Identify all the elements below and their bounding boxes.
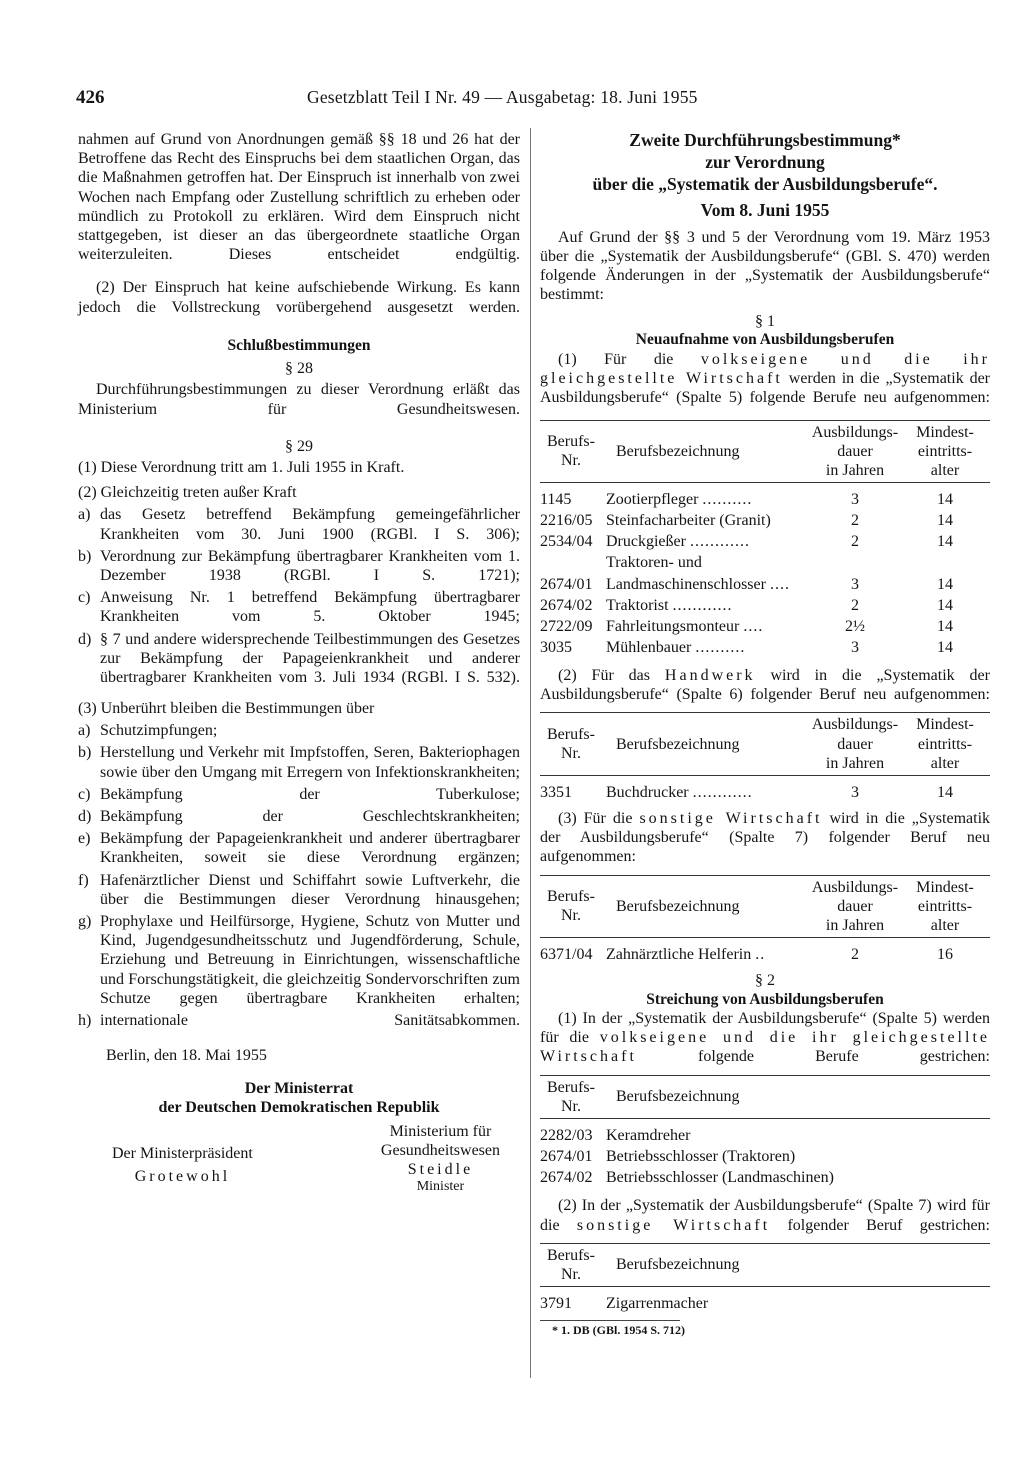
cell-name [602, 483, 810, 511]
section-2-para-1: (1) In der „Systematik der Ausbildungsberufe“ (Spalte 5) werden für die volkseigene und die ihr gleichgestellte Wirtschaft folgende Berufe gestrichen: [540, 1010, 990, 1066]
cell-min-age: 14 [937, 533, 953, 551]
cell-name [602, 938, 810, 966]
list-item [78, 588, 520, 626]
column-header-alter: Mindest- eintritts- alter [916, 878, 974, 935]
profession-name: Zigarrenmacher [606, 1295, 709, 1313]
signature-right [381, 1122, 500, 1196]
list-item [78, 871, 520, 909]
table-body [540, 483, 990, 658]
column-header-alter: Mindest- eintritts- alter [916, 423, 974, 479]
list-item-text: Hafenärztlicher Dienst und Schiffahrt sowie Luftverkehr, die über die Bestimmungen dieser Verordnung hinausgehen; [100, 871, 520, 908]
title-line-2: zur Verordnung [705, 151, 825, 172]
intro-paragraph-right: Auf Grund der §§ 3 und 5 der Verordnung vom 19. März 1953 über die „Systematik der Ausbildungsberufe“ (GBl. S. 470) werden folgende Änderungen in der „Systematik der Ausbildungsberufe“ bestimmt: [540, 228, 990, 304]
section-2-heading: § 2 [755, 972, 775, 990]
column-header-nr: Berufs- Nr. [547, 888, 595, 925]
cell-nr: 2674/02 [540, 596, 593, 614]
list-item-label: f) [78, 871, 89, 889]
section-29-heading: § 29 [285, 437, 313, 455]
profession-name: Traktorist [606, 596, 669, 614]
cell-duration: 3 [851, 575, 859, 593]
list-item-text: Bekämpfung der Tuberkulose; [100, 785, 520, 803]
list-item-text: Bekämpfung der Geschlechtskrankheiten; [100, 808, 520, 826]
cell-nr: 1145 [540, 491, 572, 509]
footnote: * 1. DB (GBl. 1954 S. 712) [552, 1323, 686, 1338]
table-row [540, 510, 990, 531]
column-header-nr: Berufs- Nr. [547, 1078, 595, 1115]
cell-duration: 3 [851, 491, 859, 509]
table-row [540, 1146, 990, 1167]
column-header-dauer: Ausbildungs- dauer in Jahren [811, 423, 899, 479]
list-item-label: d) [78, 630, 92, 648]
table-row [540, 616, 990, 637]
signature-left-name: Grotewohl [134, 1167, 231, 1185]
intro-paragraph: nahmen auf Grund von Anordnungen gemäß §§ 18 und 26 hat der Betroffene das Recht des Einspruchs bei dem staatlichen Organ, das die Maßnahmen getroffen hat. Der Einspruch ist innerhalb von zwei Wochen nach Empfang oder Zustellung schriftlich zu erheben oder mündlich zu Protokoll zu erklären. Wird dem Einspruch nicht stattgegeben, ist dieser an das übergeordnete staatliche Organ weiterzuleiten. Dieses entscheidet endgültig. [78, 131, 520, 264]
profession-name: Druckgießer [606, 533, 686, 551]
table-row [540, 1167, 990, 1188]
leader-dots: .... [769, 575, 790, 593]
cell-nr: 3791 [540, 1295, 572, 1313]
section-2-para-2: (2) In der „Systematik der Ausbildungsberufe“ (Spalte 7) wird für die sonstige Wirtschaft folgender Beruf gestrichen: [540, 1197, 990, 1234]
list-item [78, 807, 520, 826]
profession-name: Zootierpfleger [606, 491, 699, 509]
list-item-label: b) [78, 547, 92, 565]
list-item [78, 547, 520, 585]
list-item-text: Herstellung und Verkehr mit Impfstoffen, Seren, Bakteriophagen sowie über den Umgang mit Erregern von Infektionskrankheiten; [100, 744, 520, 781]
signature-left-title: Der Ministerpräsident [112, 1144, 253, 1162]
signature-right-role: Minister [416, 1179, 465, 1195]
column-header-bez: Berufsbezeichnung [616, 1256, 740, 1274]
unaffected-list [78, 721, 520, 1030]
table-row [540, 531, 990, 552]
table-body [540, 1119, 990, 1189]
profession-name: Buchdrucker [606, 783, 689, 801]
list-item-label: a) [78, 722, 91, 740]
leader-dots: .... [743, 617, 764, 635]
column-header-nr: Berufs- Nr. [547, 1246, 595, 1283]
profession-name: Fahrleitungsmonteur [606, 617, 740, 635]
profession-name: Mühlenbauer [606, 638, 692, 656]
cell-nr: 2674/01 [540, 575, 593, 593]
column-header-nr: Berufs- Nr. [547, 726, 595, 763]
leader-dots: .......... [702, 491, 753, 509]
profession-name: Betriebsschlosser (Traktoren) [606, 1148, 796, 1166]
cell-nr: 2674/01 [540, 1148, 593, 1166]
cell-name [602, 1146, 990, 1167]
list-item [78, 721, 520, 740]
section-29-para-2: (2) Gleichzeitig treten außer Kraft [78, 484, 297, 502]
title-line-1: Zweite Durchführungsbestimmung* [629, 130, 901, 150]
list-item [78, 912, 520, 1008]
right-column [540, 130, 990, 1338]
table-row [540, 552, 990, 594]
list-item-text: Schutzimpfungen; [100, 722, 218, 740]
leader-dots: .. [755, 946, 766, 964]
list-item-text: Bekämpfung der Papageienkrankheit und anderer übertragbarer Krankheiten, soweit sie diese Verordnung ergänzen; [100, 830, 520, 867]
cell-duration: 2 [851, 512, 859, 530]
list-item [78, 630, 520, 688]
title-date: Vom 8. Juni 1955 [700, 199, 830, 220]
table-header [540, 875, 990, 938]
list-item-label: e) [78, 830, 91, 848]
list-item-text: Verordnung zur Bekämpfung übertragbarer Krankheiten vom 1. Dezember 1938 (RGBl. I S. 1721); [100, 547, 520, 584]
list-item-label: d) [78, 808, 92, 826]
list-item-label: c) [78, 785, 91, 803]
section-1-para-2: (2) Für das Handwerk wird in die „Systematik der Ausbildungsberufe“ (Spalte 6) folgender Beruf neu aufgenommen: [540, 667, 990, 704]
leader-dots: ............ [672, 596, 733, 614]
header-row [540, 713, 990, 776]
section-2-subheading: Streichung von Ausbildungsberufen [646, 990, 884, 1008]
cell-name [602, 531, 810, 552]
cell-duration: 3 [851, 638, 859, 656]
table-row [540, 1287, 990, 1315]
cell-name [602, 1287, 990, 1315]
list-item [78, 743, 520, 781]
list-item-text: Anweisung Nr. 1 betreffend Bekämpfung übertragbarer Krankheiten vom 5. Oktober 1945; [100, 589, 520, 626]
column-header-bez: Berufsbezeichnung [616, 1088, 740, 1106]
table-header [540, 1075, 990, 1118]
table-row [540, 938, 990, 966]
leader-dots: ............ [692, 783, 753, 801]
cell-nr: 2216/05 [540, 512, 593, 530]
cell-nr: 6371/04 [540, 946, 593, 964]
section-1-para-1: (1) Für die volkseigene und die ihr gleichgestellte Wirtschaft werden in die „Systematik der Ausbildungsberufe“ (Spalte 5) folgende Berufe neu aufgenommen: [540, 351, 991, 407]
header-row [540, 875, 990, 938]
cell-min-age: 14 [937, 783, 953, 801]
column-header-nr: Berufs- Nr. [547, 433, 595, 470]
cell-min-age: 14 [937, 575, 953, 593]
page-number: 426 [76, 87, 105, 108]
column-header-bez: Berufsbezeichnung [616, 442, 740, 460]
cell-name [602, 637, 810, 658]
section-28-text: Durchführungsbestimmungen zu dieser Verordnung erläßt das Ministerium für Gesundheitswesen. [78, 381, 520, 418]
signature-right-title-2: Gesundheitswesen [380, 1141, 500, 1159]
table-row [540, 483, 990, 511]
table-row [540, 637, 990, 658]
cell-name [602, 775, 810, 803]
section-1-heading: § 1 [755, 313, 775, 331]
signature-block [78, 1122, 520, 1196]
cell-name [602, 1167, 990, 1188]
cell-nr: 2282/03 [540, 1127, 593, 1145]
table-body [540, 775, 990, 803]
paragraph-2: (2) Der Einspruch hat keine aufschiebende Wirkung. Es kann jedoch die Vollstreckung vorübergehend ausgesetzt werden. [78, 279, 520, 316]
list-item [78, 505, 520, 543]
left-column [78, 130, 520, 1196]
cell-duration: 2½ [845, 617, 865, 635]
signature-right-name: Steidle [407, 1161, 474, 1179]
table-row [540, 595, 990, 616]
repealed-list [78, 505, 520, 687]
header-row [540, 1075, 990, 1118]
cell-name [602, 616, 810, 637]
cell-duration: 3 [851, 783, 859, 801]
list-item [78, 785, 520, 804]
section-29-para-3: (3) Unberührt bleiben die Bestimmungen über [78, 700, 375, 718]
cell-nr: 2722/09 [540, 617, 593, 635]
title-line-3: über die „Systematik der Ausbildungsberufe“. [592, 173, 938, 194]
table-body [540, 938, 990, 966]
cell-name [602, 510, 810, 531]
signature-left [112, 1122, 253, 1196]
column-header-bez: Berufsbezeichnung [616, 897, 740, 915]
list-item-text: internationale Sanitätsabkommen. [100, 1011, 520, 1029]
leader-dots: ............ [689, 533, 750, 551]
page-header [0, 87, 1024, 111]
table-removed-professions-state [540, 1075, 990, 1189]
list-item-label: b) [78, 744, 92, 762]
table-new-professions-other [540, 875, 990, 966]
column-header-dauer: Ausbildungs- dauer in Jahren [811, 716, 899, 772]
cell-duration: 2 [851, 533, 859, 551]
profession-name: Betriebsschlosser (Landmaschinen) [606, 1169, 834, 1187]
header-row [540, 1243, 990, 1286]
list-item-text: Prophylaxe und Heilfürsorge, Hygiene, Schutz von Mutter und Kind, Jugendgesundheitsschutz und Jugendförderung, Schule, Erziehung und Betreuung in Einrichtungen, wissenschaftliche und Forschungstätigkeit, die gleichzeitig Sondervorschriften zum Schutze gegen übertragbare Krankheiten erhalten; [100, 912, 520, 1007]
table-body [540, 1287, 990, 1315]
place-date: Berlin, den 18. Mai 1955 [106, 1047, 267, 1065]
council-line-1: Der Ministerrat [244, 1080, 354, 1098]
list-item-label: h) [78, 1011, 92, 1029]
column-divider [530, 128, 531, 1378]
section-28-heading: § 28 [285, 360, 313, 378]
cell-duration: 2 [851, 596, 859, 614]
cell-min-age: 14 [937, 617, 953, 635]
table-row [540, 775, 990, 803]
cell-min-age: 16 [937, 946, 953, 964]
cell-nr: 3351 [540, 783, 572, 801]
footnote-rule [540, 1320, 680, 1321]
list-item-label: c) [78, 589, 91, 607]
cell-name [602, 1119, 990, 1147]
header-title: Gesetzblatt Teil I Nr. 49 — Ausgabetag: 18. Juni 1955 [307, 87, 698, 107]
table-removed-professions-other [540, 1243, 990, 1314]
column-header-alter: Mindest- eintritts- alter [916, 716, 974, 772]
list-item [78, 829, 520, 867]
cell-min-age: 14 [937, 491, 953, 509]
cell-min-age: 14 [937, 638, 953, 656]
leader-dots: .......... [695, 638, 746, 656]
list-item-text: das Gesetz betreffend Bekämpfung gemeingefährlicher Krankheiten vom 30. Juni 1900 (RGBl. I S. 306); [100, 506, 520, 543]
table-row [540, 1119, 990, 1147]
council-line-2: der Deutschen Demokratischen Republik [158, 1099, 440, 1117]
table-header [540, 713, 990, 776]
cell-nr: 3035 [540, 638, 572, 656]
section-29-para-1: (1) Diese Verordnung tritt am 1. Juli 1955 in Kraft. [78, 459, 405, 477]
table-new-professions-state [540, 420, 990, 658]
cell-name [602, 595, 810, 616]
profession-name: Zahnärztliche Helferin [606, 946, 752, 964]
table-new-professions-craft [540, 712, 990, 803]
schluss-heading: Schlußbestimmungen [227, 336, 371, 354]
profession-name: Steinfacharbeiter (Granit) [606, 512, 771, 530]
cell-min-age: 14 [937, 596, 953, 614]
cell-name [602, 552, 810, 594]
column-header-dauer: Ausbildungs- dauer in Jahren [811, 878, 899, 935]
profession-name: Keramdreher [606, 1127, 691, 1145]
cell-duration: 2 [851, 946, 859, 964]
list-item-label: g) [78, 912, 92, 930]
cell-nr: 2674/02 [540, 1169, 593, 1187]
list-item-text: § 7 und andere widersprechende Teilbestimmungen des Gesetzes zur Bekämpfung der Papageienkrankheit und anderer übertragbarer Krankheiten vom 3. Juli 1934 (RGBl. I S. 532). [100, 630, 520, 686]
list-item-label: a) [78, 506, 91, 524]
table-header [540, 420, 990, 483]
table-header [540, 1243, 990, 1286]
list-item [78, 1011, 520, 1030]
cell-nr: 2534/04 [540, 533, 593, 551]
header-row [540, 420, 990, 483]
signature-right-title-1: Ministerium für [389, 1122, 492, 1140]
profession-name: Traktoren- und Landmaschinenschlosser [606, 554, 766, 593]
section-1-subheading: Neuaufnahme von Ausbildungsberufen [635, 331, 895, 349]
column-header-bez: Berufsbezeichnung [616, 735, 740, 753]
cell-min-age: 14 [937, 512, 953, 530]
section-1-para-3: (3) Für die sonstige Wirtschaft wird in die „Systematik der Ausbildungsberufe“ (Spalte 7) folgender Beruf neu aufgenommen: [540, 810, 991, 866]
